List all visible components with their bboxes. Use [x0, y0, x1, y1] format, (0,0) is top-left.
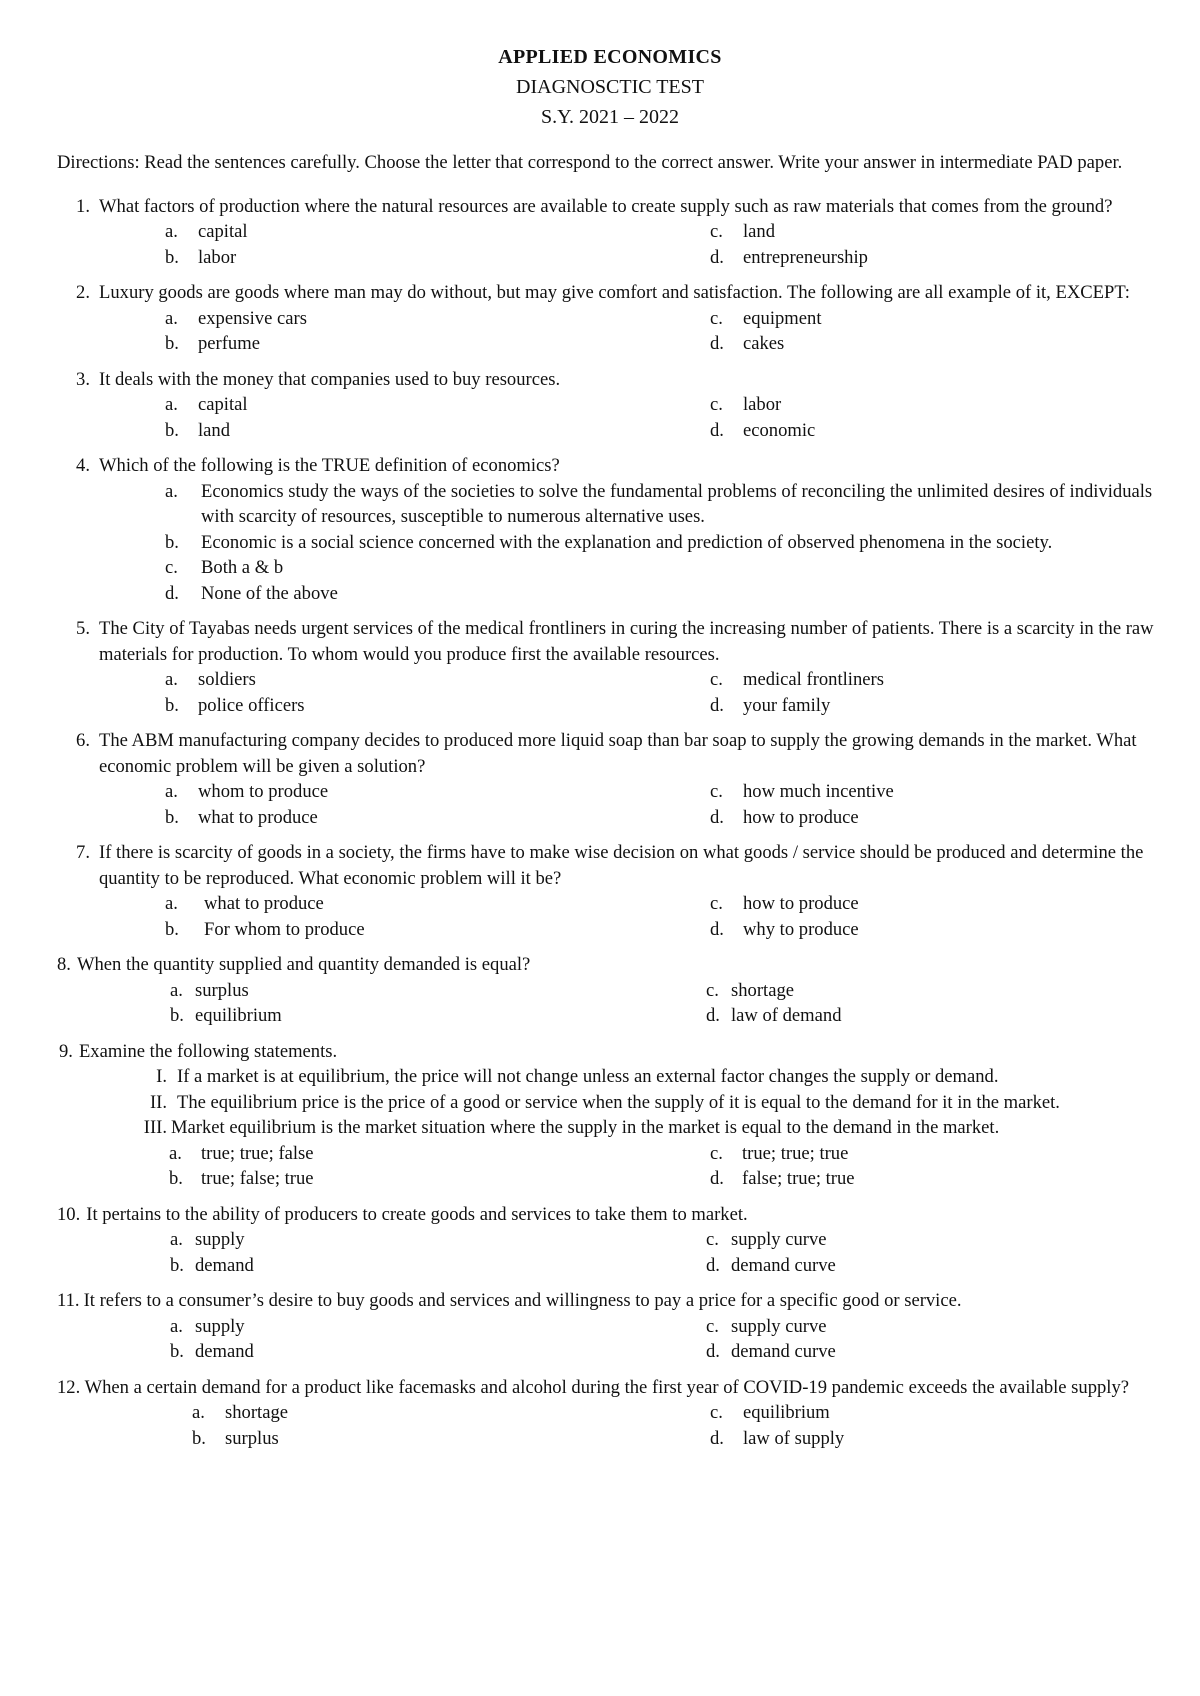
- directions: Directions: Read the sentences carefully. Choose the letter that correspond to the correct answer. Write your answer in intermediate PAD paper.: [57, 152, 1123, 173]
- option-d: d. why to produce: [710, 918, 859, 940]
- option-a: a. expensive cars: [165, 307, 307, 329]
- statement-list: [97, 1064, 1163, 1141]
- question-10: [57, 1202, 1163, 1279]
- question-8: [57, 952, 1163, 1029]
- option-a: a. capital: [165, 221, 248, 242]
- test-header: [57, 42, 1163, 132]
- question-stem: [59, 1039, 1163, 1065]
- statement-ii: II. The equilibrium price is the price of a good or service when the supply of it is equal to the demand for it in the market.: [149, 1091, 1060, 1113]
- question-number: 9.: [59, 1040, 73, 1062]
- question-number: 7.: [76, 842, 90, 863]
- option-b: b. true; false; true: [169, 1168, 314, 1189]
- option-c: c. equilibrium: [710, 1402, 830, 1423]
- option-b: b. what to produce: [165, 806, 318, 828]
- option-c: c. shortage: [706, 979, 794, 1001]
- option-a: a. supply: [170, 1315, 245, 1337]
- test-type: DIAGNOSCTIC TEST: [516, 76, 704, 98]
- answer-options: [165, 891, 1163, 942]
- question-stem: [57, 840, 1163, 891]
- question-text: The City of Tayabas needs urgent services of the medical frontliners in curing the increasing number of patients. There is a scarcity in the raw materials for production. To whom would you produce first the available resources.: [99, 618, 1154, 665]
- question-3: [57, 367, 1163, 444]
- option-c: c. supply curve: [706, 1315, 827, 1337]
- question-text: Which of the following is the TRUE definition of economics?: [99, 455, 560, 476]
- question-11: [57, 1288, 1163, 1365]
- question-text: It pertains to the ability of producers to create goods and services to take them to market.: [86, 1203, 748, 1225]
- question-number: 2.: [76, 282, 90, 303]
- option-c: c. supply curve: [706, 1229, 827, 1250]
- answer-options: [170, 978, 1163, 1029]
- option-d: d. demand curve: [706, 1254, 836, 1276]
- answer-options: [165, 667, 1163, 718]
- option-c: c. how to produce: [710, 893, 859, 914]
- question-text: It deals with the money that companies used to buy resources.: [99, 368, 561, 390]
- option-d: d. your family: [710, 694, 831, 716]
- option-d: d. how to produce: [710, 806, 859, 828]
- question-text: It refers to a consumer’s desire to buy goods and services and willingness to pay a price for a specific good or service.: [83, 1290, 962, 1311]
- question-number: 6.: [76, 730, 90, 751]
- option-c: c. how much incentive: [710, 781, 894, 802]
- question-text: Examine the following statements.: [78, 1040, 338, 1062]
- question-stem: [57, 1202, 1163, 1228]
- subject-title: APPLIED ECONOMICS: [498, 46, 722, 68]
- question-number: 8.: [57, 954, 71, 975]
- option-c: c. Both a & b: [165, 557, 284, 578]
- question-stem: [57, 194, 1163, 220]
- question-number: 11.: [57, 1290, 80, 1311]
- option-a: a. Economics study the ways of the societies to solve the fundamental problems of reconciling the unlimited desires of individuals with scarcity of resources, susceptible to numerous alternative uses.: [165, 480, 1153, 527]
- answer-options: [165, 219, 1163, 270]
- option-c: c. land: [710, 221, 776, 242]
- school-year: S.Y. 2021 – 2022: [541, 106, 679, 128]
- question-number: 4.: [76, 455, 90, 476]
- test-page: [57, 42, 1163, 1451]
- question-stem: [57, 280, 1163, 306]
- question-text: The ABM manufacturing company decides to produced more liquid soap than bar soap to supply the growing demands in the market. What economic problem will be given a solution?: [99, 730, 1137, 777]
- question-list: [57, 194, 1163, 1452]
- question-4: [57, 453, 1163, 606]
- option-d: d. demand curve: [706, 1341, 836, 1362]
- option-d: d. false; true; true: [710, 1168, 855, 1189]
- option-b: b. Economic is a social science concerned with the explanation and prediction of observed phenomena in the society.: [165, 531, 1053, 553]
- option-c: c. equipment: [710, 307, 822, 329]
- option-d: d. None of the above: [165, 582, 338, 604]
- option-b: b. land: [165, 419, 231, 441]
- question-text: When a certain demand for a product like facemasks and alcohol during the first year of COVID-19 pandemic exceeds the available supply?: [84, 1376, 1130, 1398]
- answer-options: [165, 306, 1163, 357]
- question-text: If there is scarcity of goods in a society, the firms have to make wise decision on what goods / service should be produced and determine the quantity to be reproduced. What economic problem will it be?: [99, 842, 1144, 889]
- question-text: When the quantity supplied and quantity demanded is equal?: [76, 954, 531, 975]
- option-c: c. medical frontliners: [710, 669, 884, 690]
- question-stem: [57, 367, 1163, 393]
- question-number: 10.: [57, 1203, 81, 1225]
- option-a: a. what to produce: [165, 893, 324, 914]
- option-c: c. true; true; true: [710, 1142, 849, 1164]
- question-number: 5.: [76, 618, 90, 639]
- option-d: d. entrepreneurship: [710, 246, 868, 268]
- answer-options: [165, 392, 1163, 443]
- answer-options: [170, 1314, 1163, 1365]
- option-a: a. surplus: [170, 979, 249, 1001]
- question-number: 1.: [76, 195, 90, 217]
- option-d: d. law of supply: [710, 1427, 845, 1449]
- option-d: d. economic: [710, 419, 816, 441]
- option-d: d. law of demand: [706, 1005, 842, 1026]
- option-a: a. soldiers: [165, 669, 256, 690]
- question-text: What factors of production where the natural resources are available to create supply such as raw materials that comes from the ground?: [99, 195, 1113, 217]
- option-a: a. whom to produce: [165, 781, 329, 802]
- answer-options: [192, 1400, 1163, 1451]
- option-a: a. shortage: [192, 1402, 288, 1423]
- option-b: b. equilibrium: [170, 1005, 282, 1026]
- option-a: a. supply: [170, 1229, 245, 1250]
- option-b: b. police officers: [165, 694, 305, 716]
- question-1: [57, 194, 1163, 271]
- question-stem: [57, 1288, 1163, 1314]
- question-7: [57, 840, 1163, 942]
- answer-options: [169, 1141, 1163, 1192]
- option-c: c. labor: [710, 394, 782, 415]
- question-stem: [57, 453, 1163, 479]
- option-b: b. surplus: [192, 1427, 279, 1449]
- option-d: d. cakes: [710, 333, 785, 354]
- question-text: Luxury goods are goods where man may do without, but may give comfort and satisfaction. The following are all example of it, EXCEPT:: [99, 282, 1130, 303]
- option-b: b. labor: [165, 246, 237, 268]
- answer-options: [170, 1227, 1163, 1278]
- option-a: a. capital: [165, 394, 248, 415]
- option-a: a. true; true; false: [169, 1142, 314, 1164]
- option-b: b. perfume: [165, 333, 260, 354]
- statement-iii: III. Market equilibrium is the market situation where the supply in the market is equal to the demand in the market.: [143, 1117, 1000, 1138]
- question-number: 3.: [76, 368, 90, 390]
- question-stem: [57, 616, 1163, 667]
- option-b: b. demand: [170, 1254, 254, 1276]
- option-b: b. For whom to produce: [165, 918, 365, 940]
- option-b: b. demand: [170, 1341, 254, 1362]
- question-5: [57, 616, 1163, 718]
- question-6: [57, 728, 1163, 830]
- question-2: [57, 280, 1163, 357]
- question-number: 12.: [57, 1376, 81, 1398]
- answer-options: [165, 479, 1163, 607]
- question-12: [57, 1375, 1163, 1452]
- question-stem: [57, 952, 1163, 978]
- question-stem: [57, 728, 1163, 779]
- answer-options: [165, 779, 1163, 830]
- question-9: [57, 1039, 1163, 1192]
- statement-i: I. If a market is at equilibrium, the price will not change unless an external factor changes the supply or demand.: [156, 1066, 999, 1087]
- question-stem: [57, 1375, 1163, 1401]
